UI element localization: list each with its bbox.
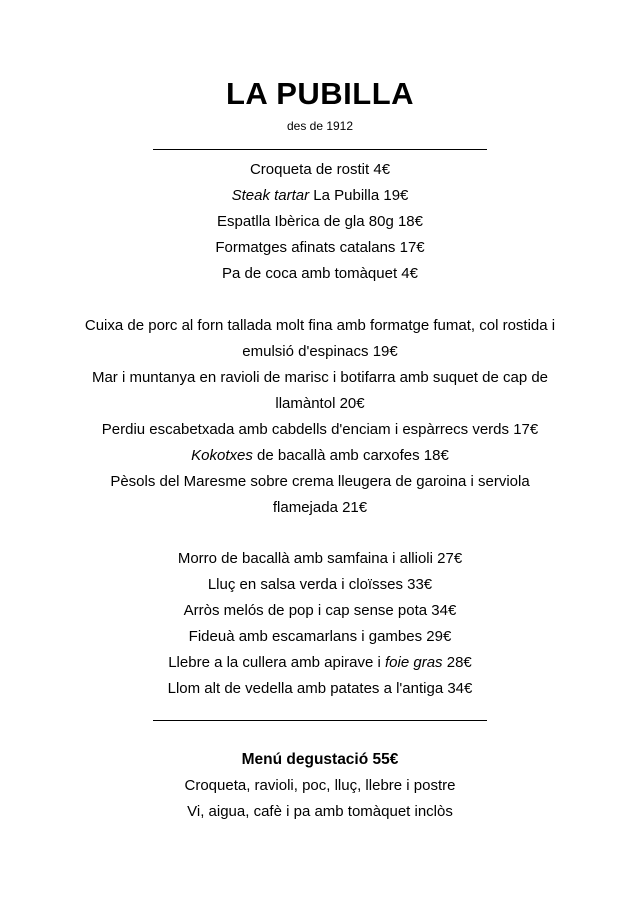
menu-item: Espatlla Ibèrica de gla 80g 18€ <box>217 213 423 230</box>
menu-item: Llebre a la cullera amb apirave i foie gras 28€ <box>168 654 472 671</box>
menu-item: Pa de coca amb tomàquet 4€ <box>222 265 418 282</box>
tasting-menu-courses: Croqueta, ravioli, poc, lluç, llebre i postre <box>184 777 456 794</box>
menu-item-line: Kokotxes de bacallà amb carxofes 18€ <box>191 447 449 464</box>
menu-item-line: Mar i muntanya en ravioli de marisc i botifarra amb suquet de cap de <box>91 369 549 386</box>
bottom-divider <box>153 720 487 721</box>
plates-section <box>0 313 640 521</box>
established-date: des de 1912 <box>286 119 354 133</box>
menu-item-line: Perdiu escabetxada amb cabdells d'enciam i espàrrecs verds 17€ <box>101 421 539 438</box>
menu-item: Fideuà amb escamarlans i gambes 29€ <box>188 628 452 645</box>
tasting-menu-includes: Vi, aigua, cafè i pa amb tomàquet inclòs <box>187 803 453 820</box>
tasting-menu-details <box>0 773 640 825</box>
menu-item-line: Pèsols del Maresme sobre crema lleugera de garoina i serviola <box>110 473 530 490</box>
menu-item-line: llamàntol 20€ <box>275 395 365 412</box>
menu-item: Lluç en salsa verda i cloïsses 33€ <box>207 576 433 593</box>
top-divider <box>153 149 487 150</box>
menu-item: Llom alt de vedella amb patates a l'antiga 34€ <box>167 680 473 697</box>
menu-item-line: emulsió d'espinacs 19€ <box>242 343 398 360</box>
menu-item: Croqueta de rostit 4€ <box>249 161 391 178</box>
menu-item: Steak tartar La Pubilla 19€ <box>231 187 409 204</box>
starters-section <box>0 157 640 287</box>
tasting-menu-title: Menú degustació 55€ <box>241 751 399 768</box>
menu-item-line: Cuixa de porc al forn tallada molt fina amb formatge fumat, col rostida i <box>84 317 556 334</box>
menu-item: Arròs melós de pop i cap sense pota 34€ <box>183 602 457 619</box>
menu-item-line: flamejada 21€ <box>272 499 368 516</box>
mains-section <box>0 546 640 702</box>
menu-item: Morro de bacallà amb samfaina i allioli 27€ <box>177 550 463 567</box>
restaurant-name: LA PUBILLA <box>225 76 415 111</box>
menu-item: Formatges afinats catalans 17€ <box>215 239 425 256</box>
